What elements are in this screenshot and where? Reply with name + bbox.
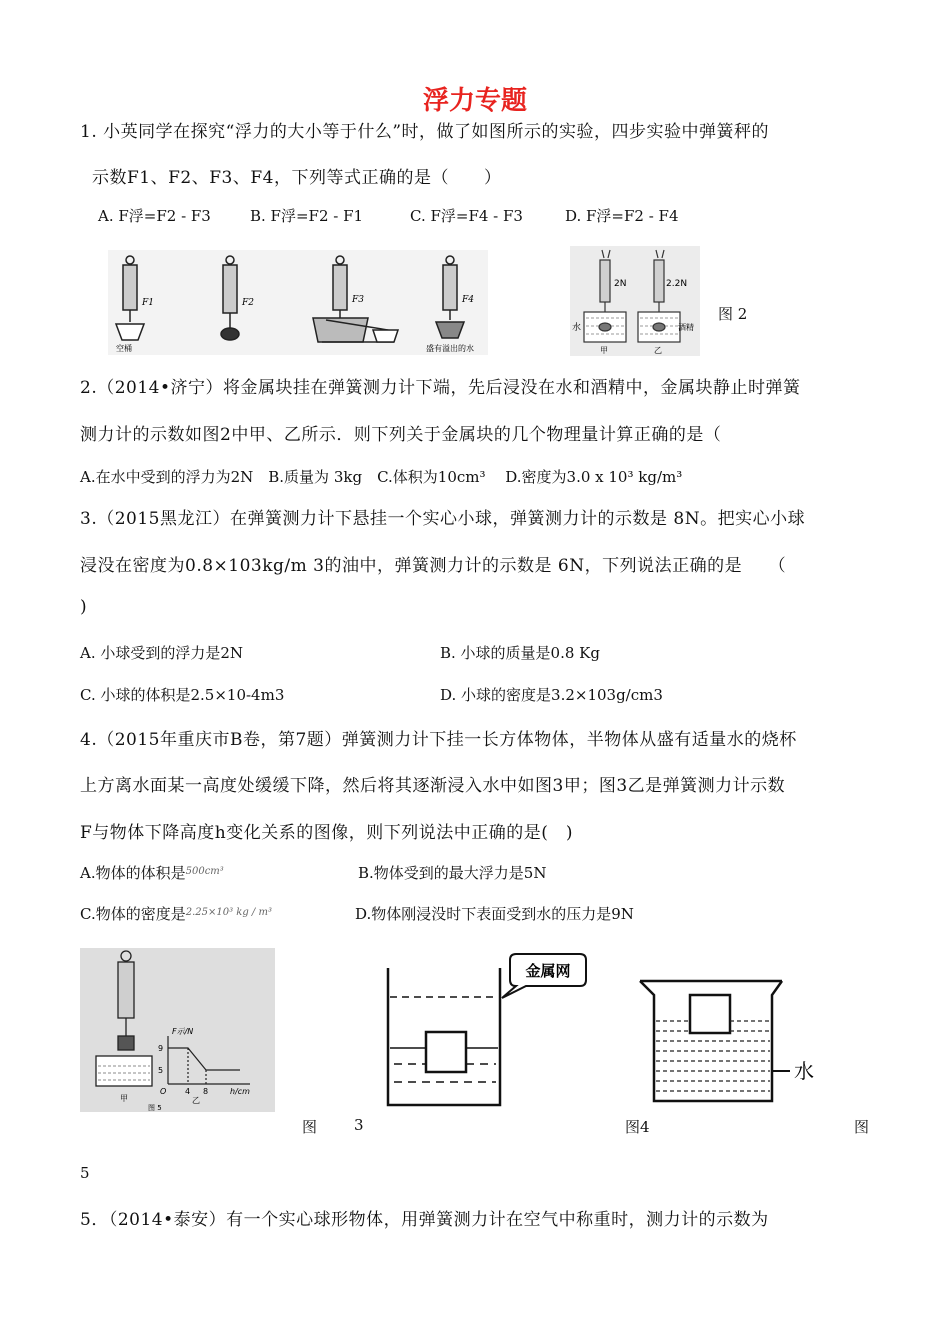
q3-option-c: C. 小球的体积是2.5×10-4m3 xyxy=(80,686,285,704)
q4-option-d: D.物体刚浸没时下表面受到水的压力是9N xyxy=(355,905,634,923)
q4-option-c-prefix: C.物体的密度是 xyxy=(80,905,186,923)
q1-option-c: C. F浮=F4 - F3 xyxy=(410,207,523,225)
q1-experiment-figure xyxy=(108,250,488,355)
fig2-right-label: 乙 xyxy=(654,346,662,355)
fig2-caption: 图 2 xyxy=(718,305,748,323)
q1-line2: 示数F1、F2、F3、F4，下列等式正确的是（ ） xyxy=(92,168,502,188)
q4-option-c-value: 2.25×10³ kg / m³ xyxy=(185,907,272,918)
q3-option-a: A. 小球受到的浮力是2N xyxy=(80,644,244,662)
q1-option-a: A. F浮=F2 - F3 xyxy=(98,207,211,225)
q4-option-a xyxy=(80,862,224,883)
fig2-right-reading: 2.2N xyxy=(666,279,688,289)
q4-line2: 上方离水面某一高度处缓缓下降，然后将其逐渐浸入水中如图3甲；图3乙是弹簧测力计示数 xyxy=(80,776,786,796)
fig2-left-liquid: 水 xyxy=(572,323,582,333)
fig2-right-liquid: 酒精 xyxy=(678,323,694,332)
fig3-x4: 4 xyxy=(185,1087,191,1096)
q3-option-d: D. 小球的密度是3.2×103g/cm3 xyxy=(440,686,663,704)
label-empty-bucket: 空桶 xyxy=(116,344,132,353)
fig3-jia: 甲 xyxy=(120,1094,128,1103)
q3-line2: 浸没在密度为0.8×103kg/m 3的油中，弹簧测力计的示数是 6N，下列说法正确的是 （ xyxy=(80,556,787,576)
label-f3: F3 xyxy=(352,295,364,305)
q2-line2: 测力计的示数如图2中甲、乙所示．则下列关于金属块的几个物理量计算正确的是（ xyxy=(80,425,722,445)
q5-line1: 5．（2014•泰安）有一个实心球形物体，用弹簧测力计在空气中称重时，测力计的示数为 xyxy=(80,1210,769,1230)
fig3-x8: 8 xyxy=(203,1087,209,1096)
fig5-caption-b: 5 xyxy=(80,1164,90,1182)
fig5-beaker xyxy=(632,965,822,1105)
q1-line1: 1. 小英同学在探究“浮力的大小等于什么”时，做了如图所示的实验，四步实验中弹簧秤的 xyxy=(80,122,770,142)
fig3-caption-b: 3 xyxy=(354,1116,364,1134)
fig2-left-reading: 2N xyxy=(614,279,627,289)
label-overflow-water: 盛有溢出的水 xyxy=(426,344,474,353)
fig2-left-label: 甲 xyxy=(600,346,608,355)
fig4-metal-net-label: 金属网 xyxy=(525,962,571,980)
fig3-y9: 9 xyxy=(158,1044,164,1053)
fig2-water-alcohol xyxy=(570,246,700,356)
q3-option-b: B. 小球的质量是0.8 Kg xyxy=(440,644,600,662)
q3-line3: ) xyxy=(80,597,88,617)
fig3-yi: 乙 xyxy=(192,1096,200,1105)
q4-option-b: B.物体受到的最大浮力是5N xyxy=(358,864,547,882)
fig3-x0: O xyxy=(160,1087,167,1096)
fig5-water-label: 水 xyxy=(794,1059,814,1083)
fig3-y5: 5 xyxy=(158,1066,164,1075)
label-f4: F4 xyxy=(462,295,474,305)
label-f2: F2 xyxy=(242,298,254,308)
fig3-spring-graph xyxy=(80,948,275,1112)
fig3-caption-a: 图 xyxy=(302,1118,318,1136)
q4-line3: F与物体下降高度h变化关系的图像，则下列说法中正确的是( ) xyxy=(80,823,574,843)
fig3-xlabel: h/cm xyxy=(230,1087,250,1096)
q1-option-d: D. F浮=F2 - F4 xyxy=(565,207,679,225)
fig4-caption: 图4 xyxy=(625,1118,650,1136)
fig3-ylabel: F示/N xyxy=(172,1027,194,1036)
q3-line1: 3.（2015黑龙江）在弹簧测力计下悬挂一个实心小球，弹簧测力计的示数是 8N。把实心小球 xyxy=(80,509,806,529)
q4-option-c xyxy=(80,903,272,924)
page-title: 浮力专题 xyxy=(422,86,527,116)
fig4-metal-net xyxy=(380,950,620,1110)
fig5-caption-a: 图 xyxy=(854,1118,870,1136)
q4-line1: 4.（2015年重庆市B卷，第7题）弹簧测力计下挂一长方体物体，半物体从盛有适量水的烧杯 xyxy=(80,730,797,750)
q2-line1: 2.（2014•济宁）将金属块挂在弹簧测力计下端，先后浸没在水和酒精中，金属块静止时弹簧 xyxy=(80,378,801,398)
label-f1: F1 xyxy=(142,298,154,308)
fig3-printed-label: 图 5 xyxy=(148,1104,162,1112)
q2-options: A.在水中受到的浮力为2N B.质量为 3kg C.体积为10cm³ D.密度为3.0 x 10³ kg/m³ xyxy=(80,468,683,486)
q4-option-a-value: 500cm³ xyxy=(185,866,224,877)
q1-option-b: B. F浮=F2 - F1 xyxy=(250,207,364,225)
q4-option-a-prefix: A.物体的体积是 xyxy=(80,864,186,882)
